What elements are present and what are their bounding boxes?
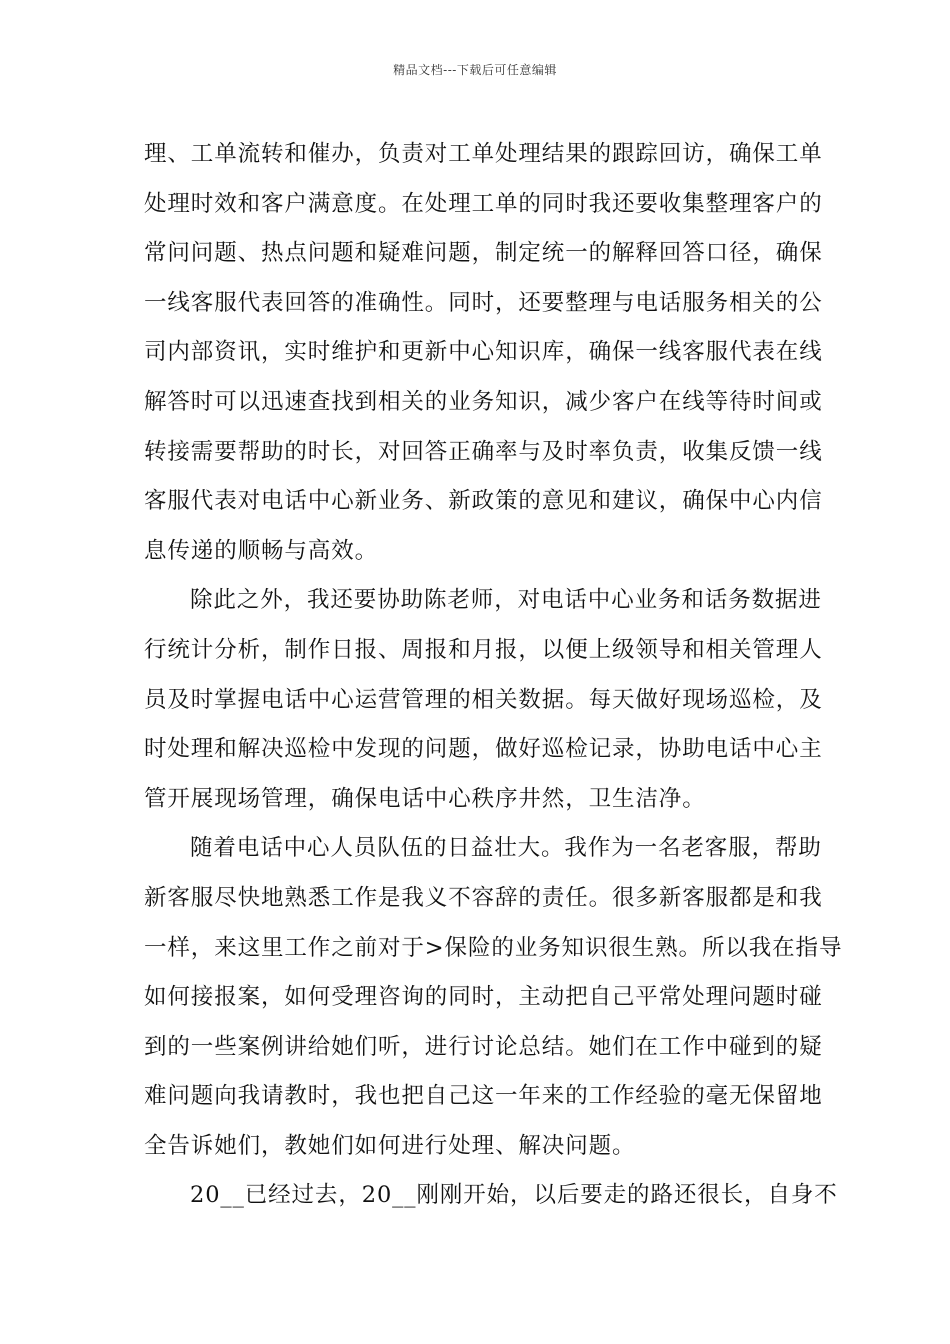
text-line: 一样，来这里工作之前对于>保险的业务知识很生熟。所以我在指导 bbox=[144, 934, 843, 961]
text-line: 息传递的顺畅与高效。 bbox=[144, 537, 379, 564]
text-line: 难问题向我请教时，我也把自己这一年来的工作经验的毫无保留地 bbox=[144, 1083, 823, 1110]
text-line: 客服代表对电话中心新业务、新政策的意见和建议，确保中心内信 bbox=[144, 488, 823, 515]
paragraph bbox=[144, 1171, 838, 1221]
text-line: 员及时掌握电话中心运营管理的相关数据。每天做好现场巡检，及 bbox=[144, 686, 823, 713]
text-line: 解答时可以迅速查找到相关的业务知识，减少客户在线等待时间或 bbox=[144, 388, 823, 415]
text-line: 司内部资讯，实时维护和更新中心知识库，确保一线客服代表在线 bbox=[144, 339, 823, 366]
page-header: 精品文档---下载后可任意编辑 bbox=[393, 63, 557, 77]
text-line: 到的一些案例讲给她们听，进行讨论总结。她们在工作中碰到的疑 bbox=[144, 1033, 823, 1060]
text-line: 一线客服代表回答的准确性。同时，还要整理与电话服务相关的公 bbox=[144, 289, 823, 316]
text-line: 常问问题、热点问题和疑难问题，制定统一的解释回答口径，确保 bbox=[144, 240, 823, 267]
paragraph bbox=[144, 576, 823, 824]
text-line: 理、工单流转和催办，负责对工单处理结果的跟踪回访，确保工单 bbox=[144, 141, 823, 167]
document-body bbox=[144, 130, 843, 1221]
text-line: 转接需要帮助的时长，对回答正确率与及时率负责，收集反馈一线 bbox=[144, 438, 823, 465]
text-line: 全告诉她们，教她们如何进行处理、解决问题。 bbox=[144, 1132, 636, 1159]
text-line: 如何接报案，如何受理咨询的同时，主动把自己平常处理问题时碰 bbox=[144, 984, 823, 1011]
text-line: 管开展现场管理，确保电话中心秩序井然，卫生洁净。 bbox=[144, 785, 706, 812]
text-line: 新客服尽快地熟悉工作是我义不容辞的责任。很多新客服都是和我 bbox=[144, 884, 823, 911]
paragraph bbox=[144, 824, 843, 1171]
text-line: 随着电话中心人员队伍的日益壮大。我作为一名老客服，帮助 bbox=[190, 835, 822, 862]
text-line: 20__已经过去，20__刚刚开始，以后要走的路还很长，自身不 bbox=[190, 1182, 838, 1209]
text-line: 时处理和解决巡检中发现的问题，做好巡检记录，协助电话中心主 bbox=[144, 736, 823, 763]
paragraph bbox=[144, 130, 823, 576]
text-line: 处理时效和客户满意度。在处理工单的同时我还要收集整理客户的 bbox=[144, 190, 823, 217]
text-line: 行统计分析，制作日报、周报和月报，以便上级领导和相关管理人 bbox=[144, 636, 823, 663]
text-line: 除此之外，我还要协助陈老师，对电话中心业务和话务数据进 bbox=[190, 587, 822, 614]
